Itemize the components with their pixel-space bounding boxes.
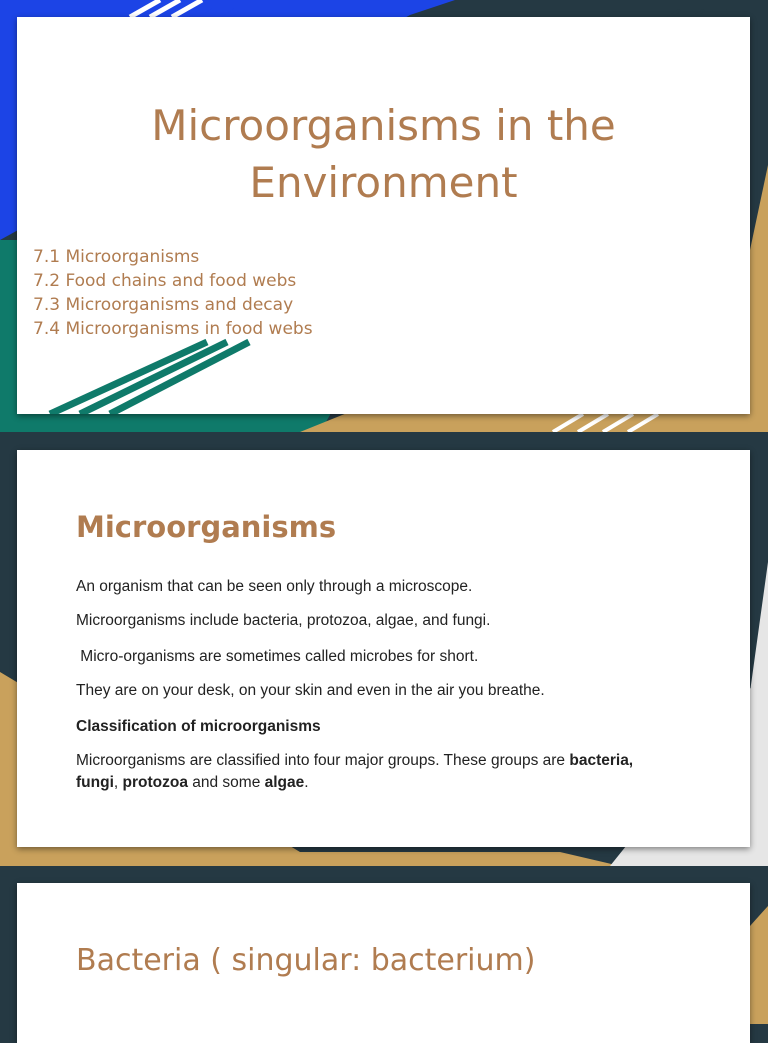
toc-item-7-3: 7.3 Microorganisms and decay (33, 295, 294, 315)
toc-item-7-4: 7.4 Microorganisms in food webs (33, 319, 313, 339)
bacteria-slide (17, 883, 750, 1043)
page-title (17, 97, 750, 211)
term-bacteria: bacteria, (569, 752, 634, 769)
microorganisms-slide (17, 450, 750, 847)
title-line-1: Microorganisms in the (151, 101, 616, 150)
classification-heading: Classification of microorganisms (76, 718, 321, 735)
paragraph-definition: An organism that can be seen only through a microscope. (76, 578, 473, 595)
title-slide (17, 17, 750, 414)
paragraph-classification (76, 750, 676, 794)
title-line-2: Environment (249, 158, 518, 207)
term-protozoa: protozoa (122, 774, 188, 791)
toc-item-7-1: 7.1 Microorganisms (33, 247, 200, 267)
table-of-contents (33, 245, 313, 341)
paragraph-include: Microorganisms include bacteria, protozoa, algae, and fungi. (76, 612, 491, 629)
term-algae: algae (264, 774, 305, 791)
and-some-text: and some (187, 774, 265, 791)
paragraph-microbes: Micro-organisms are sometimes called microbes for short. (76, 648, 479, 665)
classification-text: Microorganisms are classified into four major groups. These groups are (76, 752, 570, 769)
period-text: . (304, 774, 309, 791)
slide-heading-bacteria: Bacteria ( singular: bacterium) (76, 943, 536, 978)
separator-text: , (113, 774, 123, 791)
term-fungi: fungi (76, 774, 114, 791)
toc-item-7-2: 7.2 Food chains and food webs (33, 271, 297, 291)
title-slide-stripes (17, 17, 750, 414)
slide-heading: Microorganisms (76, 510, 337, 544)
paragraph-everywhere: They are on your desk, on your skin and even in the air you breathe. (76, 682, 545, 699)
